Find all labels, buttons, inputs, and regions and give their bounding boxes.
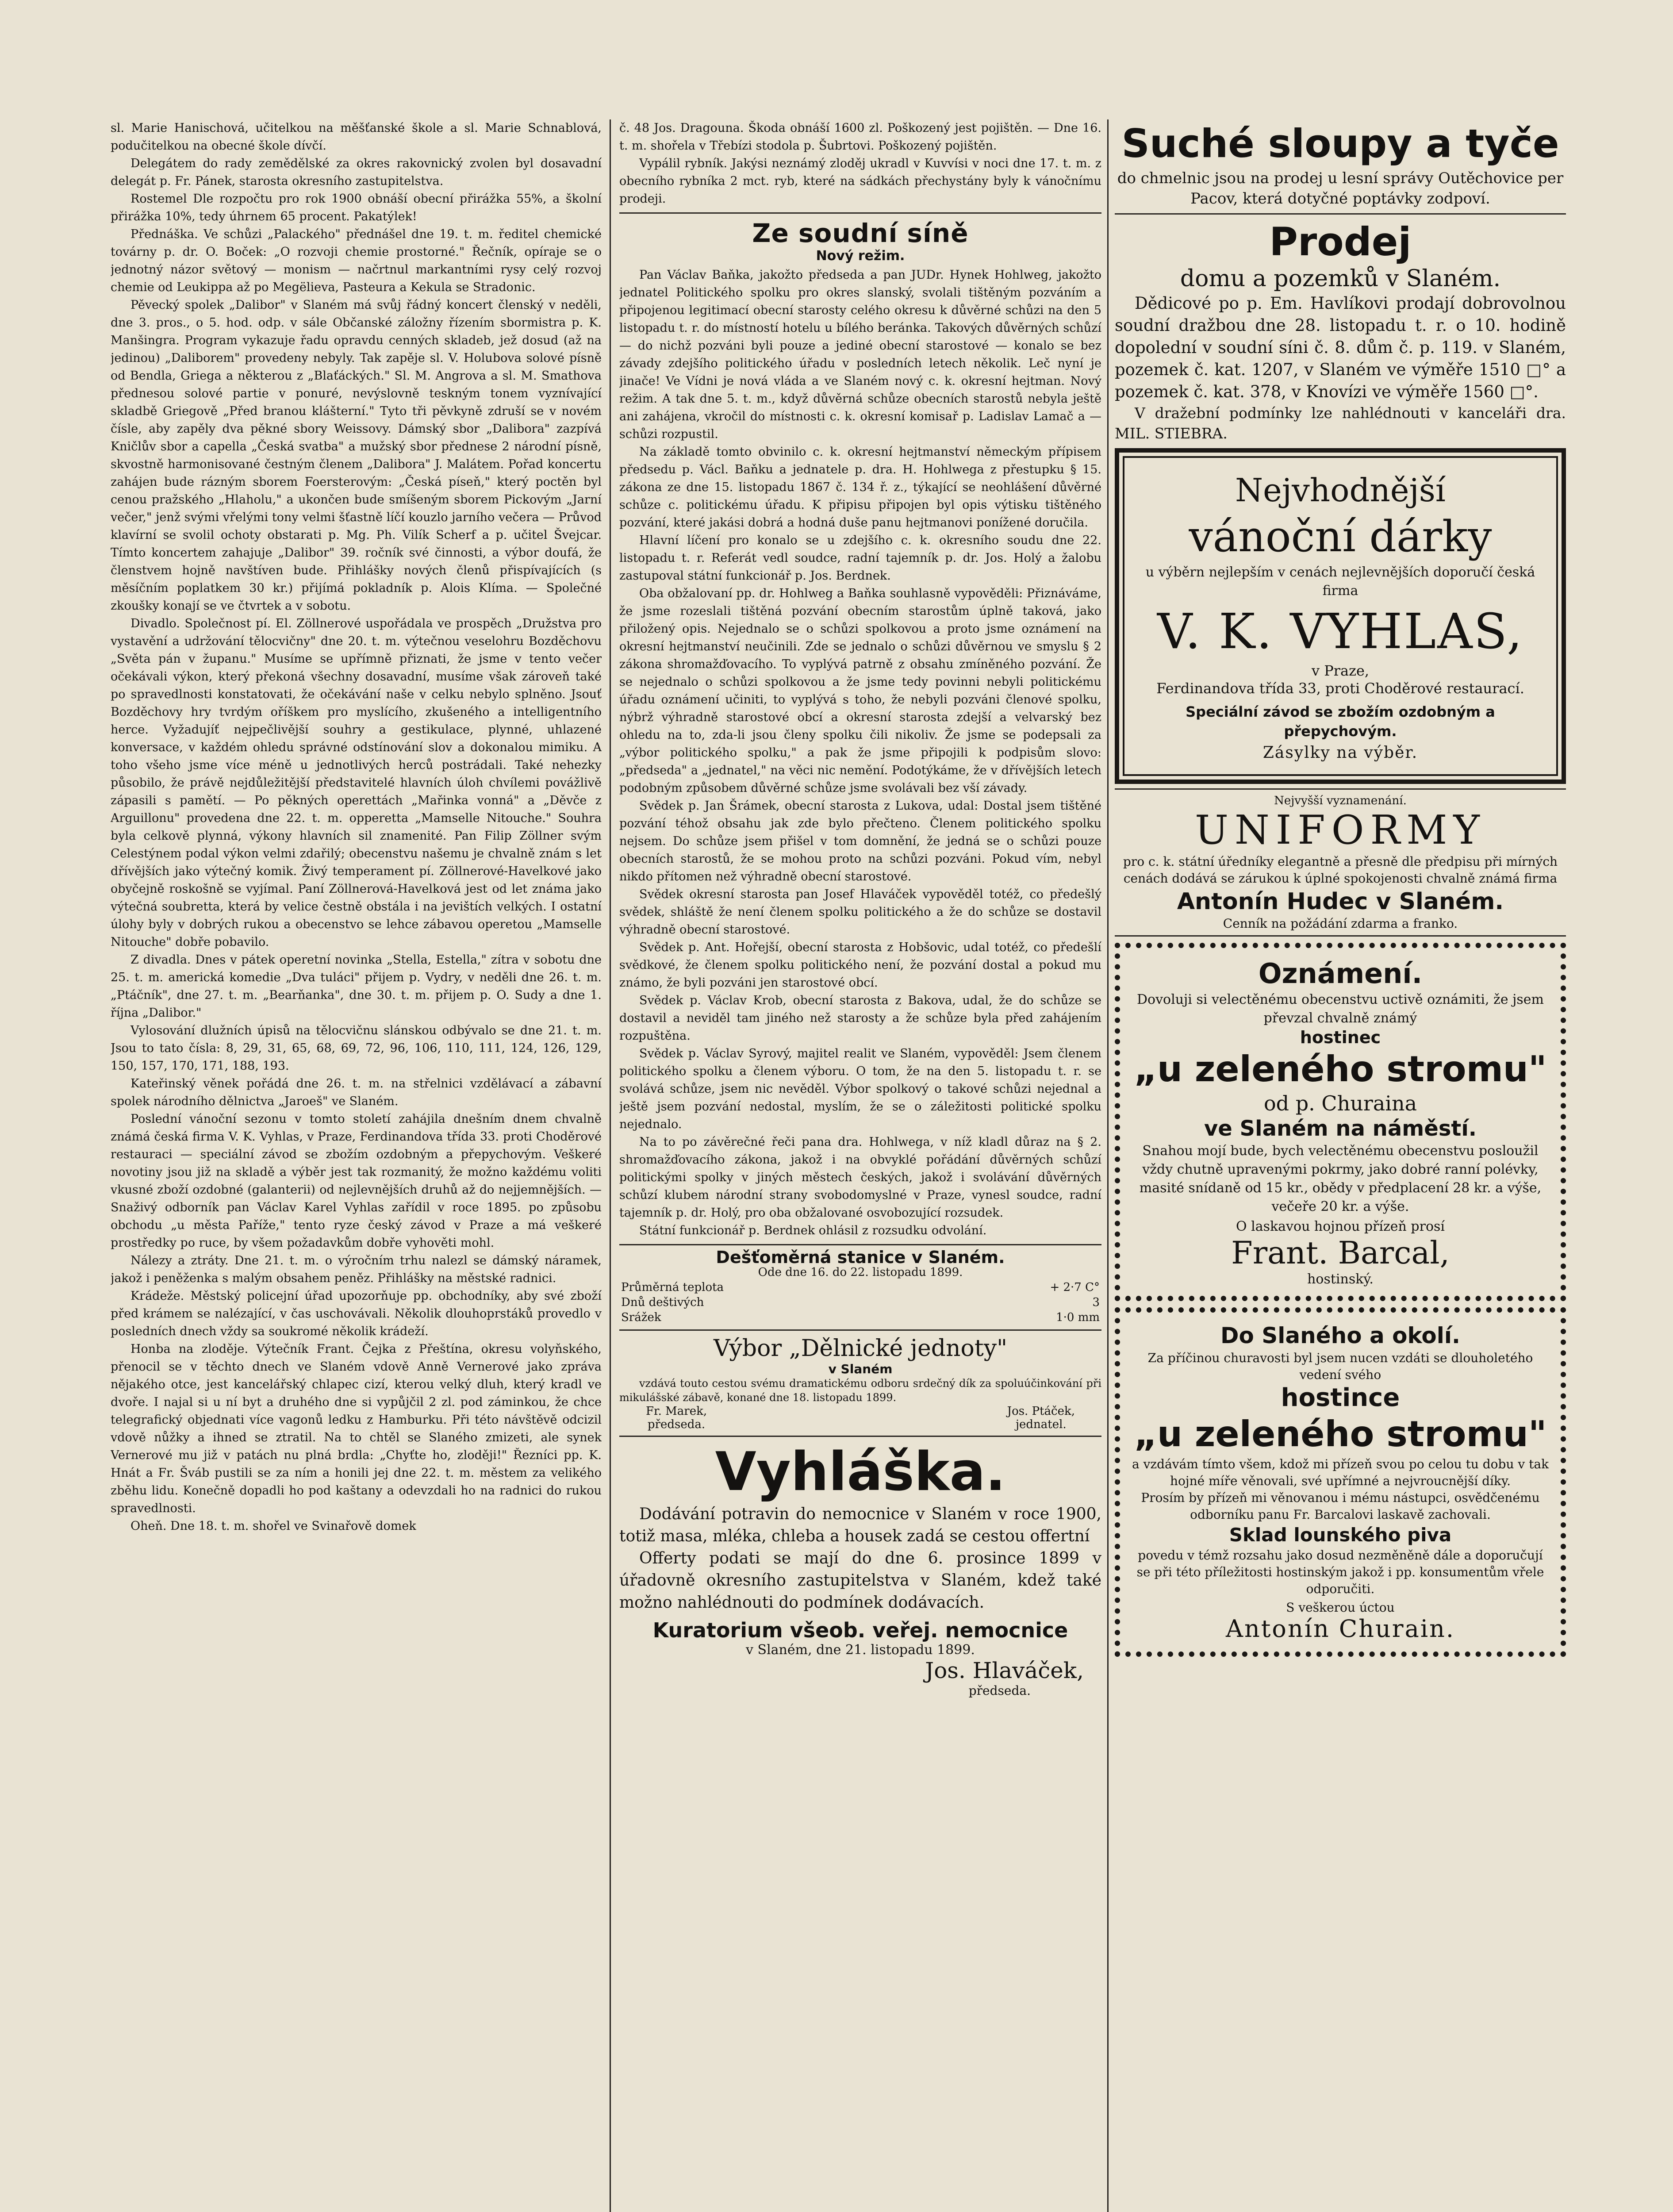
committee-thanks [619,1335,1101,1431]
news-paragraph: Rostemel Dle rozpočtu pro rok 1900 obnáší obecní přirážka 55%, a školní přirážka 10%, tedy úhrnem 65 procent. Pakatýlek! [111,192,602,223]
rain-value: 1·0 mm [1056,1311,1100,1324]
ad-title: Prodej [1269,219,1412,265]
ad-small: Nejvyšší vyznamenání. [1274,794,1407,807]
ad-text: V dražební podmínky lze nahlédnouti v kanceláři dra. MIL. STIEBRA. [1115,404,1566,442]
ad-text: Dědicové po p. Em. Havlíkovi prodají dobrovolnou soudní dražbou dne 28. listopadu t. r. o 10. hodině dopolední v soudní síni č. 8. dům č. p. 119. v Slaném, pozemek č. kat. 1207, v Slaném ve výměře 1510 □° a pozemek č. kat. 378, v Knovízi ve výměře 1560 □°. [1115,294,1566,401]
court-paragraph: Svědek p. Jan Šrámek, obecní starosta z Lukova, udal: Dostal jsem tištěné pozvání téhož obsahu jak zde bylo přečteno. Členem politického spolku nejsem. Do schůze jsem přišel v tom domnění, že jedná se o schůzi pouze obecních starostů, že se mohou proto na schůzi pozváni. Pokud vím, nebyl nikdo přítomen než výhradně obecní starostové. [619,799,1101,883]
ad-signer: Antonín Churain. [1225,1615,1455,1643]
newspaper-page [111,119,1566,2212]
notice-role: předseda. [968,1683,1031,1698]
news-paragraph: Poslední vánoční sezonu v tomto století zahájila dnešním dnem chvalně známá česká firma V. K. Vyhlas, v Praze, Ferdinandova třída 33. proti Choděrové restauraci — speciální závod se zbožím ozdobným a přepychovým. Veškeré novotiny jsou již na skladě a výběr jest tak rozmanitý, že možno každému voliti vkusné zboží ozdobné (galanterii) od nejlevnějších druhů až do nejjemnějších. — Snaživý odborník pan Václav Karel Vyhlas zařídil v roce 1895. po způsobu obchodu „u města Paříže," tento ryze český závod v Praze a má veškeré prostředky po ruce, by všem požadavkům dobře vyhověti mohl. [111,1112,602,1250]
news-paragraph: Přednáška. Ve schůzi „Palackého" přednášel dne 19. t. m. ředitel chemické továrny p. dr. O. Boček: „O rozvoji chemie prostorné." Řečník, opíraje se o jednotný názor světový — monism — načrtnul markantními rysy celý rozvoj chemie od Leukippa až po Megëlieva, Pasteura a Kekula se Stradonic. [111,227,602,294]
ad-text: povedu v témž rozsahu jako dosud nezměněně dále a doporučují se při této příležitosti hostinským jakož i pp. konsumentům vřele odporučiti. [1136,1548,1544,1596]
rain-table [619,1280,1101,1325]
ad-text: Dovoluji si velectěnému obecenstvu uctivě oznámiti, že jsem převzal chvalně známý [1136,992,1544,1026]
court-paragraph: Svědek p. Václav Syrový, majitel realit ve Slaném, vypověděl: Jsem členem politického spolku a členem výboru. O tom, že na den 5. listopadu t. r. se svolává schůze, jsem nic nevěděl. Výbor spolkový o takové schůzi nejednal a ještě jsem pozvání nedostal, myslím, že se o záležitosti politické spolku nejednalo. [619,1047,1101,1131]
rain-label: Průměrná teplota [621,1281,724,1294]
ad-uniforms [1115,788,1566,937]
notice-title: Vyhláška. [715,1441,1006,1503]
rain-value: + 2·7 C° [1050,1281,1100,1294]
ad-text: O laskavou hojnou přízeň prosí [1236,1219,1445,1234]
committee-title: Výbor „Dělnické jednoty" [713,1335,1008,1362]
committee-signatures [619,1405,1101,1431]
signer-role: předseda. [647,1418,706,1431]
section-divider [1115,788,1566,790]
ad-christmas-gifts [1115,448,1566,784]
ad-address: Ferdinandova třída 33, proti Choděrové restaurací. [1156,680,1524,697]
column-divider [1107,119,1109,2212]
signer-name: Fr. Marek, [646,1405,707,1418]
ad-text: Prosím by přízeň mi věnovanou i mému nástupci, osvědčenému odborníku panu Fr. Barcalovi laskavě zachovali. [1141,1490,1540,1522]
court-paragraph: Svědek p. Václav Krob, obecní starosta z Bakova, udal, že do schůze se dostavil a neviděl tam jiného než starosty a že schůze byla před zahájením rozpuštěna. [619,994,1101,1043]
court-paragraph: Svědek p. Ant. Hořejší, obecní starosta z Hobšovic, udal totéž, co předešlí svědkové, že členem spolku politického není, že pozvání dostal a pokud mu známo, že byli pozváni jen starostové obcí. [619,941,1101,990]
news-paragraph: Z divadla. Dnes v pátek operetní novinka „Stella, Estella," zítra v sobotu dne 25. t. m. americká komedie „Dva tuláci" přijem p. Vydry, v neděli dne 26. t. m. „Ptáčník", dne 27. t. m. „Bearňanka", dne 30. t. m. přijem p. O. Sudy a dne 1. října „Dalibor." [111,953,602,1020]
ad-text: Cenník na požádání zdarma a franko. [1223,916,1458,931]
ad-subtitle: domu a pozemků v Slaném. [1180,265,1501,292]
news-paragraph: Delegátem do rady zemědělské za okres rakovnický zvolen byl dosavadní delegát p. Fr. Pánek, starosta okresního zastupitelstva. [111,157,602,188]
ad-text: ve Slaném na náměstí. [1204,1116,1477,1141]
court-paragraph: Svědek okresní starosta pan Josef Hlaváček vypověděl totéž, co předešlý svědek, shláště že není členem spolku politického a že do schůze se dostavil výhradně obecní starostové. [619,887,1101,937]
ad-text: Speciální závod se zbožím ozdobným a přepychovým. [1186,703,1495,740]
court-paragraph: Na to po závěrečné řeči pana dra. Hohlwega, v níž kladl důraz na § 2. shromažďovacího zákona, jakož i na obvyklé pořádání důvěrných schůzí politickými spolky v jiných městech českých, jakož i svolávání důvěrných schůzí klubem národní strany svobodomyslné v Praze, vynesl soudce, radní tajemník p. dr. Holý, pro oba obžalované osvobozující rozsudek. [619,1135,1101,1220]
table-row [619,1295,1101,1310]
ad-text: a vzdávám tímto všem, kdož mi přízeň svou po celou tu dobu v tak hojné míře věnovali, své upřímné a nejvroucnější díky. [1132,1457,1549,1488]
column-news [111,119,602,2212]
court-paragraph: Na základě tomto obvinilo c. k. okresní hejtmanství německým přípisem předsedu p. Václ. Baňku a jednatele p. dra. H. Hohlwega z přestupku § 15. zákona ze dne 15. listopadu 1867 č. 134 ř. z., týkající se neohlášení důvěrné schůze c. politickému úřadu. K připisu připojen byl opis výtisku tištěného pozvání, které jakási dobrá a hodná duše panu hejtmanovi ponížené doručila. [619,445,1101,530]
committee-place: v Slaném [828,1362,893,1376]
ad-line: Nejvhodnější [1235,472,1446,509]
signer-name: Jos. Ptáček, [1007,1405,1075,1418]
ad-text: do chmelnic jsou na prodej u lesní správy Outěchovice per Pacov, která dotyčné poptávky zodpoví. [1117,169,1564,207]
column-divider [610,119,611,2212]
notice-text: Offerty podati se mají do dne 6. prosince 1899 v úřadovně okresního zastupitelstva v Slaném, kdež také možno nahlédnouti do podmínek dodávacích. [619,1549,1101,1612]
rain-value: 3 [1092,1296,1100,1309]
news-paragraph: sl. Marie Hanischová, učitelkou na měšťanské škole a sl. Marie Schnablová, podučitelkou na obecné škole dívčí. [111,121,602,153]
ad-title: Do Slaného a okolí. [1220,1323,1461,1348]
ad-text: hostinec [1300,1028,1381,1047]
notice-text: Dodávání potravin do nemocnice v Slaném v roce 1900, totiž masa, mléka, chleba a housek zadá se cestou offertní [619,1505,1101,1545]
ad-firm: V. K. VYHLAS, [1157,603,1524,660]
rain-dates: Ode dne 16. do 22. listopadu 1899. [758,1266,963,1279]
signer-role: jednatel. [1015,1418,1067,1431]
ad-title: Suché sloupy a tyče [1121,121,1559,166]
ad-text: pro c. k. státní úředníky elegantně a přesně dle předpisu při mírných cenách dodává se zárukou k úplné spokojenosti chvalně známá firma [1123,854,1558,886]
ad-inn-name: „u zeleného stromu" [1134,1048,1547,1090]
committee-text: vzdává touto cestou svému dramatickému odboru srdečný dík za spoluúčinkování při mikulášské zábavě, konané dne 18. listopadu 1899. [619,1377,1101,1404]
ad-house-sale [1115,219,1566,444]
ad-text: Sklad lounského piva [1229,1524,1452,1546]
ad-role: hostinský. [1307,1271,1374,1287]
ad-title: Oznámení. [1258,957,1423,990]
section-divider [619,1329,1101,1331]
hospital-notice [619,1441,1101,1698]
ad-text: Zásylky na výběr. [1262,744,1418,762]
news-paragraph: Pěvecký spolek „Dalibor" v Slaném má svůj řádný koncert členský v neděli, dne 3. pros., o 5. hod. odp. v sále Občanské záložny řízením sbormistra p. K. Manšingra. Program vykazuje řadu opravdu cenných skladeb, jež dosud (až na jedinou) „Daliborem" provedeny nebyly. Tak zapěje sl. V. Holubova solové písně od Bendla, Griega a některou z „Blaťáckých." Sl. M. Angrova a sl. M. Smathova přednesou solové partie v ponuré, nevýslovně teskným tonem vyznívající skladbě Griegově „Před branou klášterní." Tyto tři pěvkyně zdruší se v novém čísle, aby zapěly dva pěkné sbory Weissovy. Dámský sbor „Dalibora" zazpívá Kničlův sbor a capella „Česká svatba" a mužský sbor přednese 2 národní písně, skvostně harmonisované čestným členem „Dalibora" J. Malátem. Pořad koncertu zahájen bude rázným sborem Foersterovým: „Česká píseň," který poctěn byl cenou pražského „Hlaholu," a ukončen bude smíšeným sborem Pickovým „Jarní večer," jenž svými vřelými tony velmi šťastně líčí kouzlo jarního večera — Průvod klavírní se svolil ochoty obstarati p. Mg. Ph. Vilík Scherf a p. učitel Švejcar. Tímto koncertem zahajuje „Dalibor" 39. ročník své činnosti, a výbor doufá, že členstvem hojně navštíven bude. Přihlášky nových členů přispívajících (s měsíčním poplatkem 30 kr.) přijímá pokladník p. Alois Klíma. — Společné zkoušky konají se ve čtvrtek a v sobotu. [111,298,602,613]
notice-signer: Jos. Hlaváček, [925,1658,1084,1683]
news-paragraph: Honba na zloděje. Výtečník Frant. Čejka z Přeštína, okresu volyňského, přenocil se v těchto dnech ve Slaném vdově Anně Vernerové jako zpráva nějakého otce, jest kancelářský chlapec cizí, kterou velký dluh, který kradl ve dvoře. I najal si u ní byt a druhého dne si vypůjčil 2 zl. pod záminkou, že chce telegrafický objednati více vagonů ledku z Hamburku. Při této návštěvě odcizil vdově nůžky a ihned se ztratil. Na to chtěl se Slaného zmizeti, ale synek Vernerové mu již v patách nu plná brdla: „Chyťte ho, zloději!" Řezníci pp. K. Hnát a Fr. Šváb pustili se za ním a honili jej dne 22. t. m. městem za velikého zběhu lidu. Konečně dopadli ho pod kaštany a odevzdali ho na radnici do rukou spravedlnosti. [111,1342,602,1515]
signature-left [646,1405,707,1431]
rain-station-block [619,1250,1101,1325]
rain-label: Srážek [621,1311,661,1324]
section-divider [619,1436,1101,1437]
court-paragraph: Pan Václav Baňka, jakožto předseda a pan JUDr. Hynek Hohlweg, jakožto jednatel Politického spolku pro okres slanský, svolali tištěným pozváním a připojenou legitimací obecní starosty celého okresu k důvěrné schůzi na den 5 listopadu t. r. do místností hotelu u bílého beránka. Takových důvěrných schůzí — do nichž pozváni byli pouze a jediné obecní starostové — konalo se bez závady zdejšího politického úřadu v posledních letech několik. Leč nyní je jinače! Ve Vídni je nová vláda a ve Slaném nový c. k. okresní hejtman. Nový režim. A tak dne 5. t. m., když důvěrná schůze obecních starostů nebyla ještě ani zahájena, vkročil do místnosti c. k. okresní komisař p. Ladislav Lamač a — schůzi rozpustil. [619,268,1101,441]
news-paragraph: č. 48 Jos. Dragouna. Škoda obnáší 1600 zl. Poškozený jest pojištěn. — Dne 16. t. m. shořela v Třebízi stodola p. Šubrtovi. Poškozený pojištěn. [619,121,1101,153]
news-paragraph: Divadlo. Společnost pí. El. Zöllnerové uspořádala ve prospěch „Družstva pro vystavění a udržování tělocvičny" dne 20. t. m. výtečnou veselohru Bozděchovu „Světa pán v županu." Musíme se upřímně přiznati, že jsme v tento večer očekávali výkon, který překoná všechny dosavadní, musíme však zároveň také po spravedlnosti konstatovati, že očekávání naše v celku nebylo splněno. Jsouť Bozděchovy hry tvrdým oříškem pro myslícího, zkušeného a intelligentního herce. Vyžadujíť nejpečlivější souhry a gestikulace, plynné, uhlazené konversace, v každém ohledu správné odstínování slov a dokonalou mimiku. A toho všeho jsme více méně u jednotlivých herců postrádali. Také nehezky působilo, že právě nejdůležitější představitelé hlavních úloh chvílemi povážlivě zápasili s pamětí. — Po pěkných operettách „Mařinka vonná" a „Děvče z Arguillonu" provedena dne 22. t. m. opperetta „Mamselle Nitouche." Souhra byla celkově plynná, výkony hlavních sil znamenité. Pan Filip Zöllner svým Celestýnem podal výkon velmi zdařilý; obecenstvu našemu je chvalně znám s let dřívějších jako výtečný komik. Živý temperament pí. Zöllnerové-Havelkové jako obyčejně roskošně se vyjímal. Paní Zöllnerová-Havelková jest od let známa jako výtečná soubretta, která by velice čestně obstála i na jevištích velkých. I ostatní úlohy byly v dobrých rukou a obecenstvo se lehce zábavou operetou „Mamselle Nitouche" dobře pobavilo. [111,617,602,949]
court-section-title: Ze soudní síně [752,218,969,248]
section-divider [619,1244,1101,1245]
notice-date: v Slaném, dne 21. listopadu 1899. [746,1642,975,1658]
ad-signer: Frant. Barcal, [1231,1235,1450,1271]
court-paragraph: Hlavní líčení pro konalo se u zdejšího c. k. okresního soudu dne 22. listopadu t. r. Referát vedl soudce, radní tajemník p. dr. Jos. Holý a žalobu zastupoval státní funkcionář p. Jos. Berdnek. [619,534,1101,583]
rain-label: Dnů deštivých [621,1296,704,1309]
signature-right [1007,1405,1075,1431]
ad-text: u výběrn nejlepším v cenách nejlevnějších doporučí česká firma [1145,565,1535,599]
table-row [619,1310,1101,1325]
ad-text: od p. Churaina [1263,1091,1417,1115]
court-paragraph: Státní funkcionář p. Berdnek ohlásil z rozsudku odvolání. [639,1224,987,1237]
news-paragraph: Vypálil rybník. Jakýsi neznámý zloděj ukradl v Kuvvísi v noci dne 17. t. m. z obecního rybníka 2 mct. ryb, které na sádkách přechystány byly k vánočnímu prodeji. [619,157,1101,206]
section-divider [1115,935,1566,937]
notice-org: Kuratorium všeob. veřej. nemocnice [652,1618,1068,1642]
news-paragraph: Nálezy a ztráty. Dne 21. t. m. o výročním trhu nalezl se dámský náramek, jakož i peněženka s malým obsahem peněz. Přihlášky na městské radnici. [111,1254,602,1285]
ad-inn-farewell [1115,1307,1566,1657]
column-ads [1115,119,1566,2212]
court-section-subtitle: Nový režim. [816,248,905,264]
news-paragraph: Krádeže. Městský policejní úřad upozorňuje pp. obchodníky, aby své zboží před krámem se nalézající, v čas uschovávali. Několik dlouhoprstáků provedlo v posledních dnech vždy sa soukromé několik krádeží. [111,1289,602,1338]
ad-inn-name: „u zeleného stromu" [1134,1413,1547,1455]
column-court [619,119,1101,2212]
news-paragraph: Kateřinský věnek pořádá dne 26. t. m. na střelnici vzdělávací a zábavní spolek národního dělnictva „Jaroeš" ve Slaném. [111,1077,602,1108]
ad-poles [1115,119,1566,209]
news-paragraph: Oheň. Dne 18. t. m. shořel ve Svinařově domek [130,1519,416,1533]
court-paragraph: Oba obžalovaní pp. dr. Hohlweg a Baňka souhlasně vypověděli: Přiznáváme, že jsme rozeslali tištěná pozvání obecním starostům úplně taková, jako přiložený opis. Nejednalo se o schůzi spolkovou a proto jsme oznámení na okresní hejtmanství neučinili. Zde se jednalo o schůzi důvěrnou ve smyslu § 2 zákona shromažďovacího. To vyplývá patrně z obsahu zmíněného pozvání. Že se nejednalo o schůzi spolkovou a že jsme tedy povinni nebyli politickému úřadu oznámení učiniti, to vyplývá s toho, že nebyli pozváni členové spolku, nýbrž výhradně starostové obcí a okresní starosta zdejší a velvarský bez ohledu na to, zda-li jsou členy spolku čili nikoliv. Že jsme se podepsali za „výbor politického spolku," a pak že jsme připojili k podpisům slovo: „předseda" a „jednatel," na věci nic nemění. Podotýkáme, že v dřívějších letech podobným způsobem důvěrné schůze jsme svolávali bez vší závady. [619,587,1101,795]
ad-text: S veškerou úctou [1286,1600,1395,1615]
news-paragraph: Vylosování dlužních úpisů na tělocvičnu slánskou odbývalo se dne 21. t. m. Jsou to tato čísla: 8, 29, 31, 65, 68, 69, 72, 96, 106, 110, 111, 124, 126, 129, 150, 157, 170, 171, 188, 193. [111,1024,602,1073]
ad-text: Za příčinou churavosti byl jsem nucen vzdáti se dlouholetého vedení svého [1147,1351,1533,1382]
section-divider [619,212,1101,214]
section-divider [1115,213,1566,215]
ad-address: v Praze, [1311,662,1370,679]
rain-title: Dešťoměrná stanice v Slaném. [716,1248,1005,1267]
table-row [619,1280,1101,1295]
ad-firm: Antonín Hudec v Slaném. [1177,888,1504,915]
ad-inn-announcement [1115,943,1566,1301]
ad-text: hostince [1281,1383,1400,1412]
ad-title: UNIFORMY [1195,807,1486,853]
ad-line: vánoční dárky [1189,512,1492,561]
ad-text: Snahou mojí bude, bych velectěnému obecenstvu posloužil vždy chutně upravenými pokrmy, jako dobré ranní polévky, masité snídaně od 15 kr., obědy v předplacení 28 kr. a výše, večeře 20 kr. a výše. [1139,1143,1542,1214]
